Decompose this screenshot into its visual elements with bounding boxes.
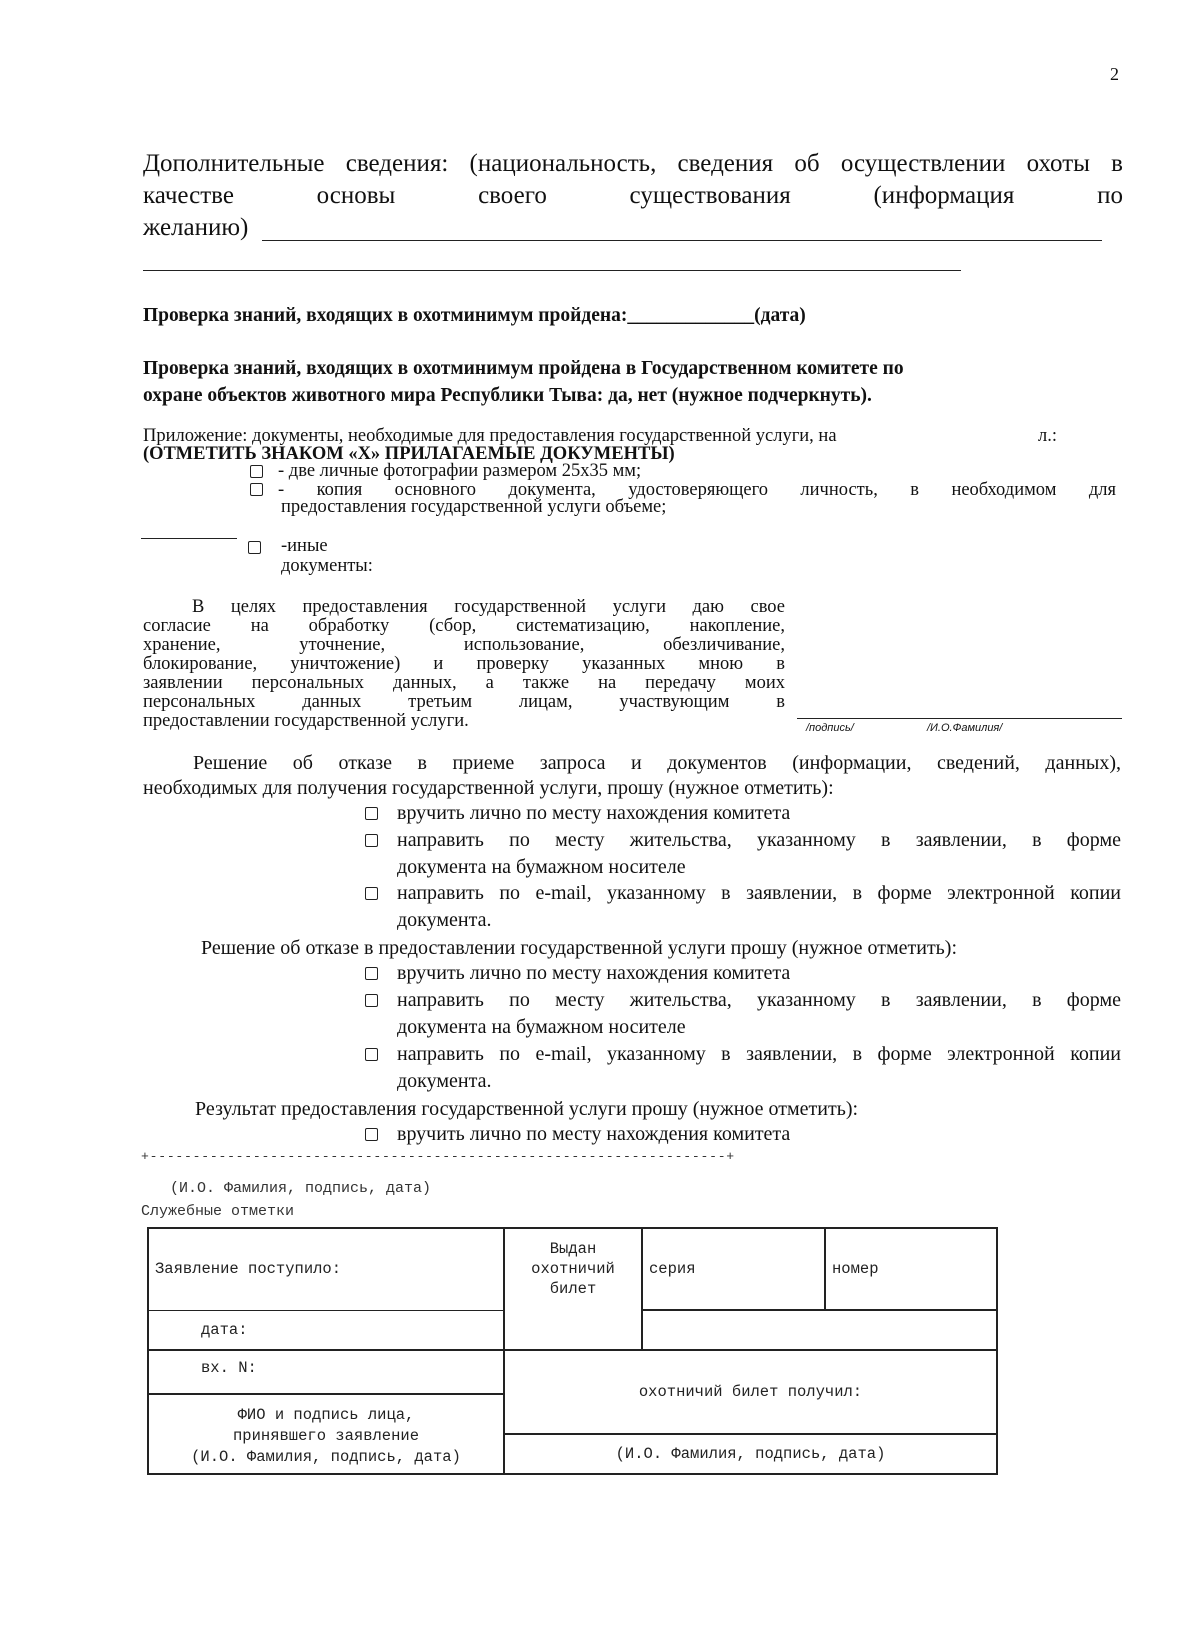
result-option-1[interactable] bbox=[365, 1121, 1121, 1148]
refusal-service-line-1: Решение об отказе в предоставлении государственной услуги прошу (нужное отметить): bbox=[201, 937, 958, 959]
attachment-item-id-copy: - копия основного документа, удостоверяющего личность, в необходимом для bbox=[278, 480, 1116, 500]
knowledge-check-2-line-2: охране объектов животного мира Республики Тыва: да, нет (нужное подчеркнуть). bbox=[143, 385, 872, 406]
attachment-sheets-suffix: л.: bbox=[1038, 426, 1057, 446]
additional-info-line-2: качестве основы своего существования (информация по bbox=[143, 182, 1123, 209]
series-cell[interactable] bbox=[642, 1228, 825, 1310]
attachment-id-copy-checkbox[interactable] bbox=[250, 483, 263, 496]
ticket-received-cell[interactable] bbox=[504, 1350, 997, 1434]
refusal-service-option-2-checkbox[interactable] bbox=[365, 994, 378, 1007]
refusal-request-option-1-label: вручить лично по месту нахождения комитета bbox=[397, 802, 791, 824]
refusal-service-option-3-label-cont: документа. bbox=[397, 1070, 492, 1092]
refusal-request-option-1[interactable] bbox=[365, 800, 1121, 827]
attachment-photos-checkbox[interactable] bbox=[250, 465, 263, 478]
refusal-request-option-2-label: направить по месту жительства, указанному в заявлении, в форме bbox=[397, 829, 1121, 851]
additional-info-line-1: Дополнительные сведения: (национальность, сведения об осуществлении охоты в bbox=[143, 150, 1123, 177]
refusal-request-option-2-checkbox[interactable] bbox=[365, 834, 378, 847]
ticket-received-signature-hint: (И.О. Фамилия, подпись, дата) bbox=[615, 1445, 886, 1463]
attachment-line-1: Приложение: документы, необходимые для предоставления государственной услуги, на bbox=[143, 426, 837, 446]
fio-label-2: принявшего заявление bbox=[232, 1426, 420, 1445]
refusal-request-line-1: Решение об отказе в приеме запроса и документов (информации, сведений, данных), bbox=[193, 752, 1121, 774]
issued-ticket-label-1: Выдан bbox=[549, 1240, 597, 1258]
additional-info-blank-1[interactable] bbox=[262, 240, 1102, 241]
issued-ticket-cell bbox=[504, 1228, 642, 1350]
result-option-1-checkbox[interactable] bbox=[365, 1128, 378, 1141]
incoming-number-label: вх. N: bbox=[201, 1359, 257, 1377]
result-line-1: Результат предоставления государственной услуги прошу (нужное отметить): bbox=[195, 1098, 859, 1120]
date-cell[interactable] bbox=[148, 1310, 504, 1350]
consent-line-3: хранение, уточнение, использование, обезличивание, bbox=[143, 635, 785, 655]
page-number: 2 bbox=[1110, 64, 1119, 84]
refusal-request-option-3[interactable] bbox=[365, 880, 1121, 934]
ticket-received-label: охотничий билет получил: bbox=[638, 1383, 863, 1401]
refusal-request-option-3-label-cont: документа. bbox=[397, 909, 492, 931]
fio-label-3: (И.О. Фамилия, подпись, дата) bbox=[191, 1447, 461, 1466]
official-marks-table bbox=[147, 1227, 998, 1475]
fio-signature-cell[interactable] bbox=[148, 1394, 504, 1474]
attachment-item-photos: - две личные фотографии размером 25х35 мм; bbox=[278, 461, 642, 481]
refusal-service-option-1-checkbox[interactable] bbox=[365, 967, 378, 980]
consent-line-1: В целях предоставления государственной услуги даю свое bbox=[192, 597, 785, 617]
refusal-service-option-3-checkbox[interactable] bbox=[365, 1048, 378, 1061]
refusal-request-line-2: необходимых для получения государственной услуги, прошу (нужное отметить): bbox=[143, 777, 834, 799]
consent-signature-line[interactable] bbox=[797, 718, 1122, 719]
signature-hint: (И.О. Фамилия, подпись, дата) bbox=[170, 1180, 432, 1197]
issued-ticket-label-3: билет bbox=[549, 1280, 597, 1298]
refusal-request-option-1-checkbox[interactable] bbox=[365, 807, 378, 820]
attachment-other-checkbox[interactable] bbox=[248, 541, 261, 554]
knowledge-check-1-date-blank[interactable]: _____________ bbox=[627, 305, 755, 326]
consent-name-label: /И.О.Фамилия/ bbox=[927, 722, 1003, 734]
series-number-value-cell[interactable] bbox=[642, 1310, 997, 1350]
refusal-service-option-3-label: направить по e-mail, указанному в заявлении, в форме электронной копии bbox=[397, 1043, 1121, 1065]
consent-line-4: блокирование, уничтожение) и проверку указанных мною в bbox=[143, 654, 785, 674]
additional-info-line-3: желанию) bbox=[143, 214, 249, 241]
number-label: номер bbox=[832, 1260, 879, 1278]
attachment-line-2: (ОТМЕТИТЬ ЗНАКОМ «Х» ПРИЛАГАЕМЫЕ ДОКУМЕНТЫ) bbox=[143, 444, 675, 464]
consent-line-5: заявлении персональных данных, а также на передачу моих bbox=[143, 673, 785, 693]
refusal-service-option-2-label-cont: документа на бумажном носителе bbox=[397, 1016, 686, 1038]
consent-line-2: согласие на обработку (сбор, систематизацию, накопление, bbox=[143, 616, 785, 636]
consent-line-7: предоставлении государственной услуги. bbox=[143, 711, 469, 731]
refusal-service-option-2-label: направить по месту жительства, указанному в заявлении, в форме bbox=[397, 989, 1121, 1011]
refusal-service-option-3[interactable] bbox=[365, 1041, 1121, 1095]
refusal-request-option-2-label-cont: документа на бумажном носителе bbox=[397, 856, 686, 878]
dashed-separator: +-------------------------------------------------------------------+ bbox=[141, 1149, 735, 1164]
attachment-other-label: -иные bbox=[281, 536, 328, 556]
other-docs-sheets-blank[interactable] bbox=[141, 538, 237, 539]
date-label: дата: bbox=[201, 1320, 248, 1339]
refusal-request-option-3-label: направить по e-mail, указанному в заявлении, в форме электронной копии bbox=[397, 882, 1121, 904]
refusal-service-option-1[interactable] bbox=[365, 960, 1121, 987]
attachment-item-id-copy-cont: предоставления государственной услуги объеме; bbox=[281, 497, 667, 517]
number-cell[interactable] bbox=[825, 1228, 997, 1310]
application-received-label: Заявление поступило: bbox=[155, 1260, 342, 1279]
additional-info-blank-2[interactable] bbox=[143, 270, 961, 271]
ticket-received-signature-cell[interactable] bbox=[504, 1434, 997, 1474]
fio-label-1: ФИО и подпись лица, bbox=[237, 1405, 415, 1424]
official-marks-heading: Служебные отметки bbox=[141, 1203, 295, 1220]
knowledge-check-2-line-1: Проверка знаний, входящих в охотминимум пройдена в Государственном комитете по bbox=[143, 358, 904, 379]
refusal-request-option-2[interactable] bbox=[365, 827, 1121, 881]
attachment-other-label-cont: документы: bbox=[281, 556, 373, 576]
knowledge-check-1 bbox=[143, 305, 806, 327]
incoming-number-cell[interactable] bbox=[148, 1350, 504, 1394]
knowledge-check-1-date-label: (дата) bbox=[754, 305, 806, 326]
consent-paragraph bbox=[143, 598, 785, 731]
knowledge-check-1-text: Проверка знаний, входящих в охотминимум пройдена: bbox=[143, 305, 628, 326]
refusal-service-option-2[interactable] bbox=[365, 987, 1121, 1041]
issued-ticket-label-2: охотничий bbox=[531, 1260, 615, 1278]
refusal-request-option-3-checkbox[interactable] bbox=[365, 887, 378, 900]
consent-line-6: персональных данных третьим лицам, участвующим в bbox=[143, 692, 785, 712]
result-option-1-label: вручить лично по месту нахождения комитета bbox=[397, 1123, 791, 1145]
consent-signature-label: /подпись/ bbox=[806, 722, 854, 734]
application-received-cell bbox=[148, 1228, 504, 1310]
series-label: серия bbox=[649, 1260, 696, 1278]
refusal-service-option-1-label: вручить лично по месту нахождения комитета bbox=[397, 962, 791, 984]
